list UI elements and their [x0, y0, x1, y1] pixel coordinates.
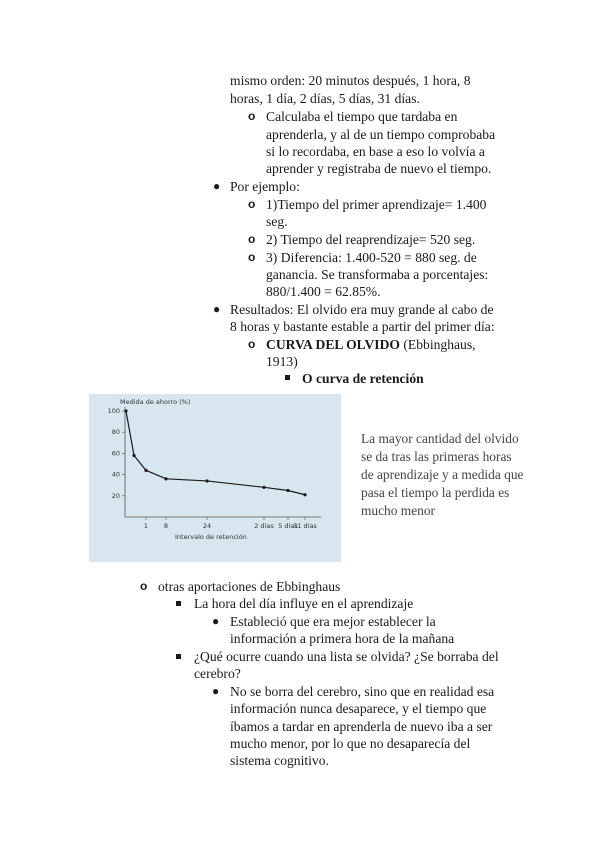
disc-bullet: ● [213, 179, 221, 193]
data-point [262, 486, 265, 489]
y-tick-label: 80 [111, 428, 120, 437]
x-axis-label: Intervalo de retención [175, 533, 247, 541]
text-line: información nunca desaparece, y el tiempo que [230, 701, 487, 716]
o-bullet: o [140, 579, 148, 593]
disc-bullet: ● [212, 614, 220, 628]
x-tick-label: 2 días [254, 522, 274, 530]
square-bullet [176, 654, 181, 659]
text-line: Por ejemplo: [230, 179, 300, 194]
data-point [303, 493, 306, 496]
text-line: 1)Tiempo del primer aprendizaje= 1.400 [266, 197, 487, 212]
data-point [124, 409, 127, 412]
chart-note [361, 430, 561, 520]
data-point [132, 454, 135, 457]
text-line: cerebro? [194, 666, 241, 681]
y-tick-label: 60 [111, 449, 120, 458]
text-line: ganancia. Se transformaba a porcentajes: [266, 267, 489, 282]
data-point [286, 489, 289, 492]
text-line: Resultados: El olvido era muy grande al cabo de [230, 302, 494, 317]
bold-title: CURVA DEL OLVIDO [266, 337, 400, 352]
text-line: mismo orden: 20 minutos después, 1 hora, 8 [230, 73, 471, 88]
text-line: 2) Tiempo del reaprendizaje= 520 seg. [266, 232, 476, 247]
text-line: seg. [266, 214, 288, 229]
x-tick-label: 1 [143, 522, 149, 530]
text-line: Calculaba el tiempo que tardaba en [266, 109, 458, 124]
series-line [126, 411, 305, 495]
text-line: 3) Diferencia: 1.400-520 = 880 seg. de [266, 250, 477, 265]
text-line: O curva de retención [302, 371, 424, 386]
chart-svg [89, 394, 341, 562]
text-line: aprender y registraba de nuevo el tiempo. [266, 161, 492, 176]
note-line: pasa el tiempo la perdida es [361, 485, 510, 500]
text-line [266, 336, 476, 353]
o-bullet: o [248, 197, 256, 211]
y-tick-label: 100 [107, 407, 120, 415]
note-line: de aprendizaje y a medida que [361, 467, 524, 482]
title-rest: (Ebbinghaus, [400, 337, 476, 352]
o-bullet: o [248, 250, 256, 264]
data-point [164, 477, 167, 480]
text-line: aprenderla, y al de un tiempo comprobaba [266, 127, 496, 142]
y-tick-label: 40 [111, 470, 120, 479]
note-line: se da tras las primeras horas [361, 449, 512, 464]
x-tick-label: 8 [163, 522, 169, 530]
text-line: sistema cognitivo. [230, 753, 329, 768]
x-tick-label: 24 [202, 522, 212, 530]
data-point [144, 469, 147, 472]
text-line: 880/1.400 = 62.85%. [266, 284, 381, 299]
square-bullet [285, 375, 290, 380]
text-line: La hora del día influye en el aprendizaje [194, 596, 414, 611]
o-bullet: o [248, 109, 256, 123]
square-bullet [176, 601, 181, 606]
text-line: otras aportaciones de Ebbinghaus [158, 579, 341, 594]
text-line: 1913) [266, 354, 298, 369]
text-line: mucho menor, por lo que no desaparecía del [230, 736, 471, 751]
note-line: mucho menor [361, 503, 436, 518]
o-bullet: o [248, 337, 256, 351]
disc-bullet: ● [212, 684, 220, 698]
text-line: si lo recordaba, en base a eso lo volvía a [266, 144, 485, 159]
note-line: La mayor cantidad del olvido [361, 431, 519, 446]
text-line: Estableció que era mejor establecer la [230, 614, 436, 629]
disc-bullet: ● [213, 302, 221, 316]
text-line: horas, 1 día, 2 días, 5 días, 31 días. [230, 91, 420, 106]
o-bullet: o [248, 232, 256, 246]
x-tick-label: 5 días [278, 522, 298, 530]
y-axis-label: Medida de ahorro (%) [120, 398, 191, 406]
data-point [205, 479, 208, 482]
y-tick-label: 20 [111, 491, 120, 500]
forgetting-curve-chart [89, 394, 341, 562]
x-tick-label: 31 días [293, 522, 317, 530]
text-line: 8 horas y bastante estable a partir del primer día: [230, 319, 495, 334]
text-line: íbamos a tardar en aprenderla de nuevo iba a ser [230, 719, 493, 734]
text-line: ¿Qué ocurre cuando una lista se olvida? ¿Se borraba del [194, 649, 499, 664]
text-line: No se borra del cerebro, sino que en realidad esa [230, 684, 495, 699]
text-line: información a primera hora de la mañana [230, 631, 455, 646]
